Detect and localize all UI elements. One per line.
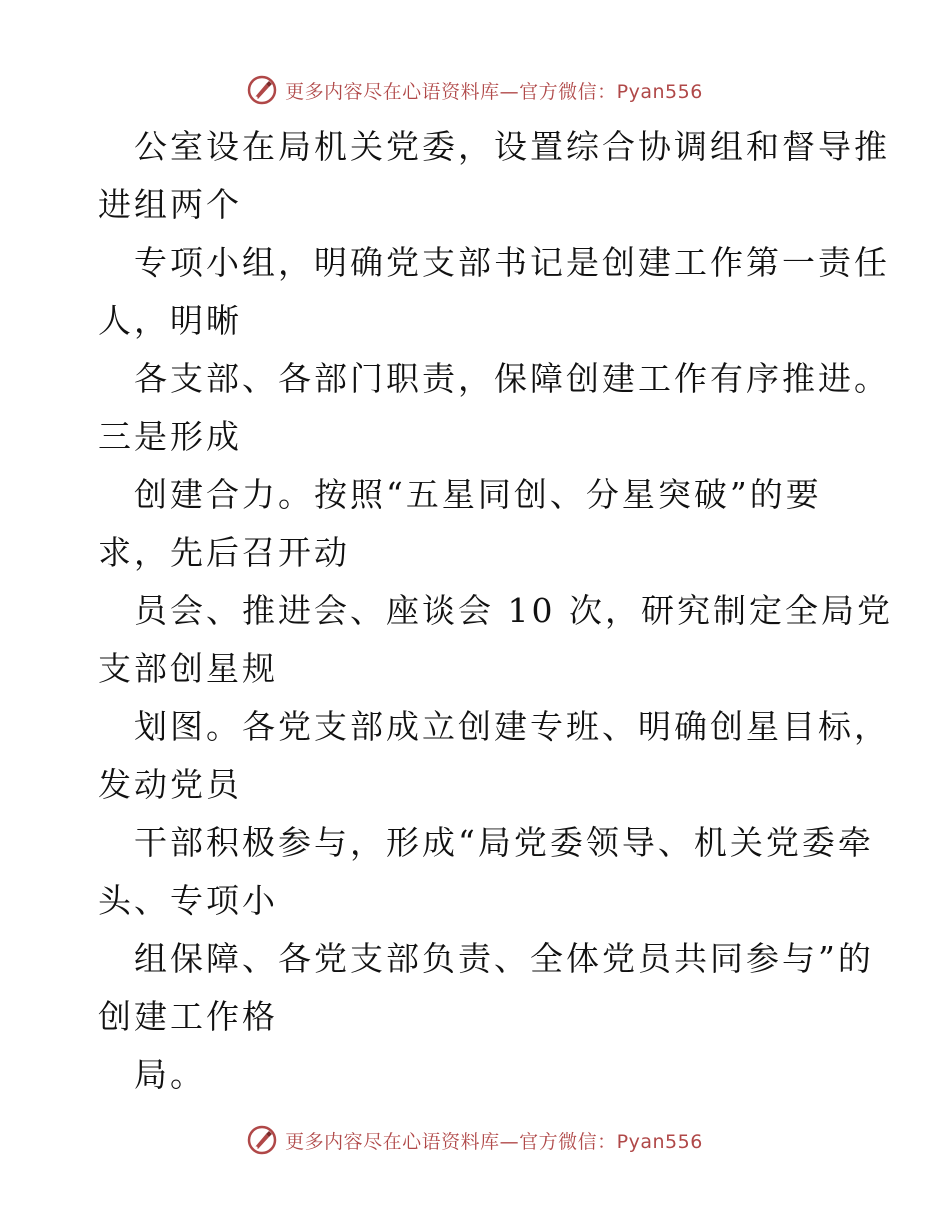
text-line: 进组两个 [98,185,242,224]
pen-logo-icon [247,1125,277,1155]
text-line: 人，明晰 [98,301,242,340]
text-line: 干部积极参与，形成“局党委领导、机关党委牵 [134,823,874,862]
text-line: 求，先后召开动 [98,533,350,572]
text-line: 头、专项小 [98,881,278,920]
header-banner [0,70,950,110]
header-banner-text: 更多内容尽在心语资料库—官方微信：Pyan556 [285,80,703,103]
text-line: 发动党员 [98,765,242,804]
footer-banner-text: 更多内容尽在心语资料库—官方微信：Pyan556 [285,1130,703,1153]
text-line: 公室设在局机关党委，设置综合协调组和督导推 [134,127,890,166]
footer-banner [0,1120,950,1160]
text-line: 员会、推进会、座谈会 10 次，研究制定全局党 [134,591,893,630]
text-line: 各支部、各部门职责，保障创建工作有序推进。 [134,359,890,398]
text-line: 创建合力。按照“五星同创、分星突破”的要 [134,475,822,514]
text-line: 专项小组，明确党支部书记是创建工作第一责任 [134,243,890,282]
text-line: 组保障、各党支部负责、全体党员共同参与”的 [134,939,874,978]
text-line: 三是形成 [98,417,242,456]
text-line: 划图。各党支部成立创建专班、明确创星目标， [134,707,890,746]
pen-logo-icon [247,75,277,105]
document-body [98,118,893,1104]
text-line: 支部创星规 [98,649,278,688]
text-line: 创建工作格 [98,997,278,1036]
text-line: 局。 [134,1055,206,1094]
